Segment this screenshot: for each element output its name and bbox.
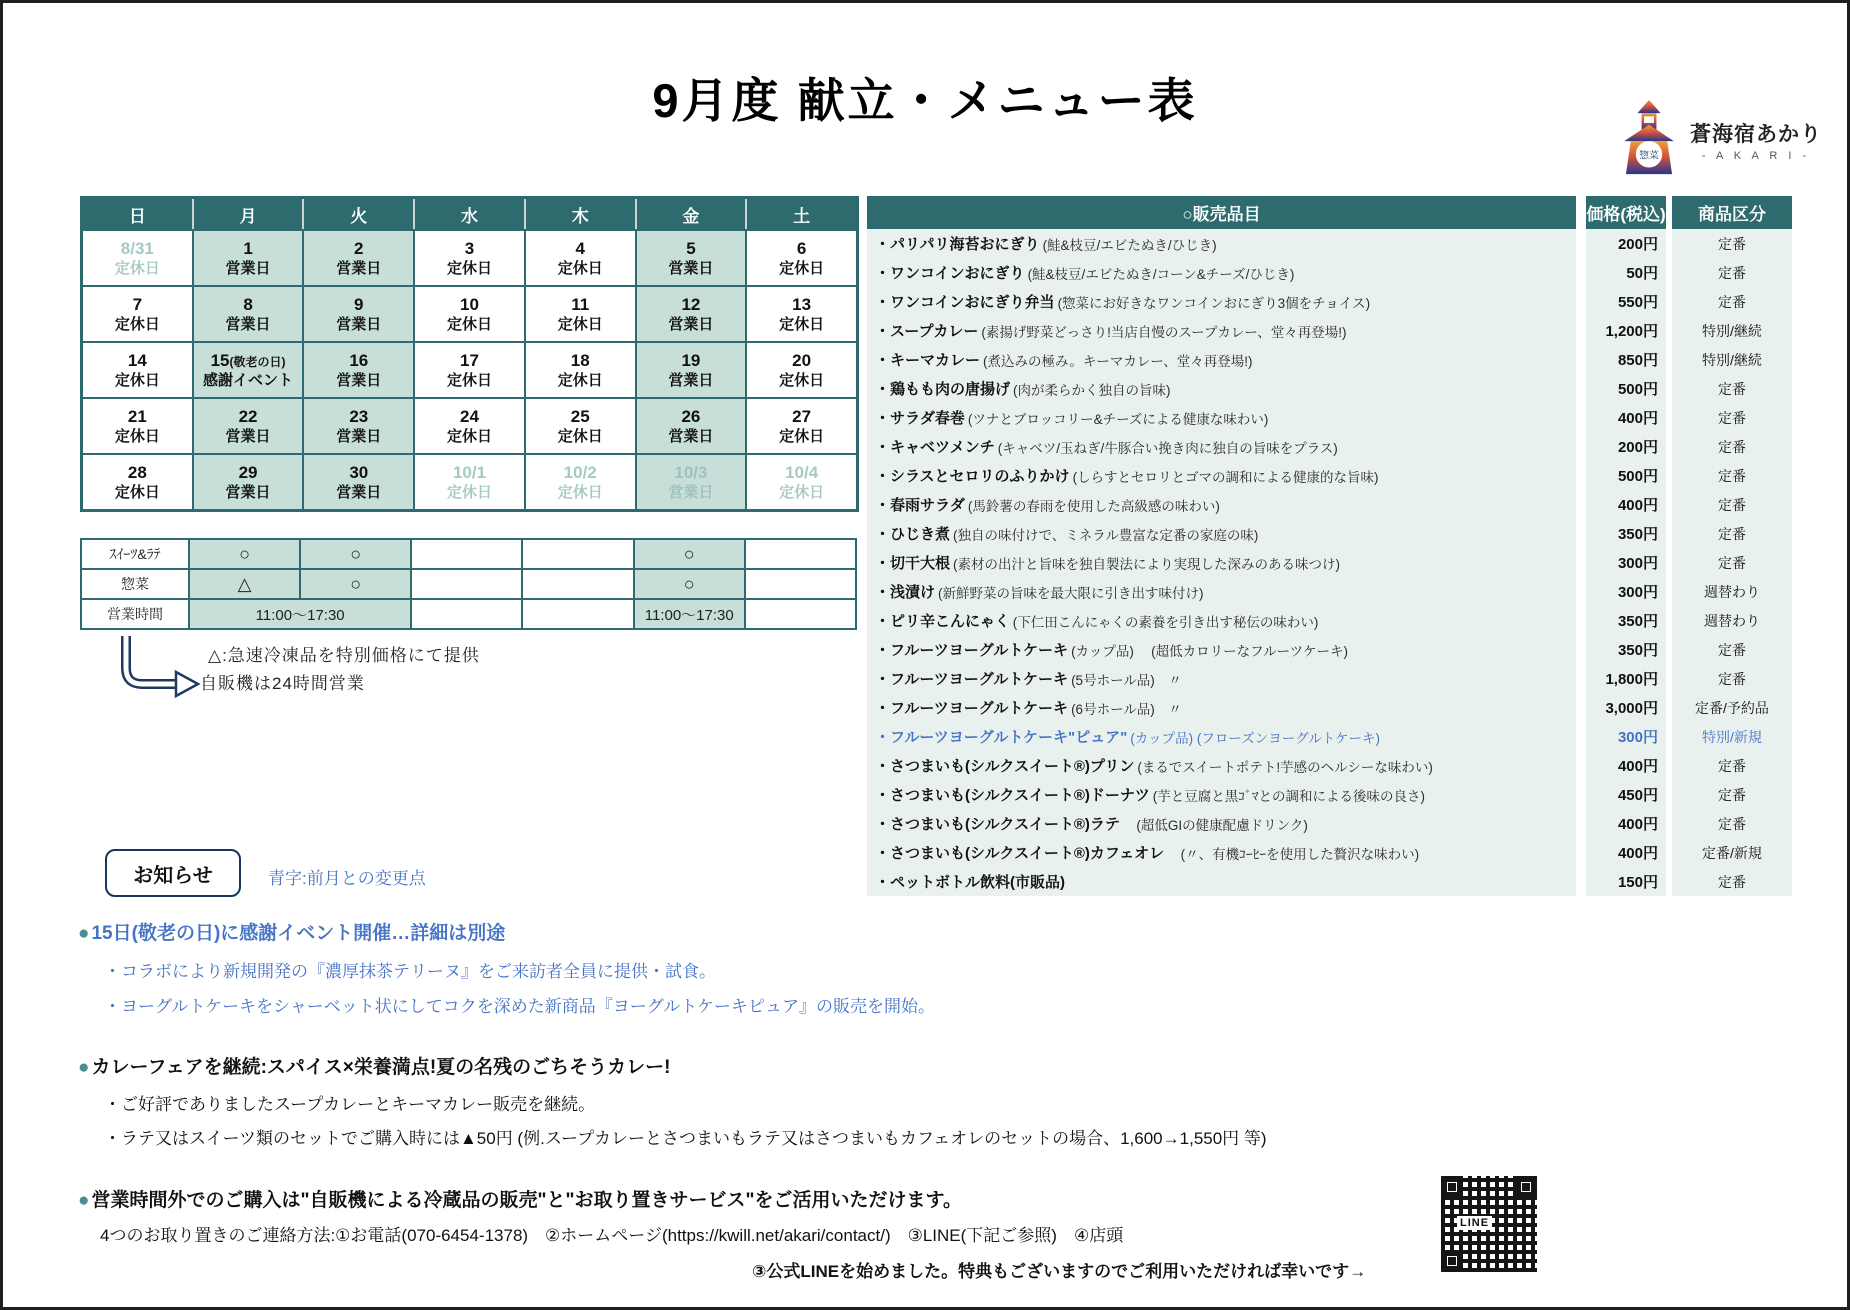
business-calendar <box>80 196 859 512</box>
calendar-date: 24 <box>460 407 479 426</box>
subtable-cell: ○ <box>190 540 299 568</box>
calendar-day-cell <box>415 287 524 341</box>
calendar-day-header: 金 <box>637 199 746 229</box>
calendar-date: 28 <box>127 463 147 482</box>
calendar-day-header: 火 <box>304 199 413 229</box>
calendar-status: 営業日 <box>668 428 714 445</box>
calendar-date: 16 <box>349 351 369 370</box>
product-category-cell: 定番 <box>1672 548 1792 577</box>
subtable-cell: △ <box>190 570 299 598</box>
calendar-date: 8/31 <box>120 239 154 258</box>
product-row <box>867 838 1792 867</box>
calendar-day-cell <box>194 399 303 453</box>
product-category-cell: 定番 <box>1672 519 1792 548</box>
calendar-date: 10/1 <box>452 463 487 482</box>
calendar-status: 定休日 <box>557 484 603 501</box>
product-name-cell: ・春雨サラダ (馬鈴薯の春雨を使用した高級感の味わい) <box>867 490 1576 519</box>
calendar-status: 営業日 <box>336 372 382 389</box>
product-name-cell: ・シラスとセロリのふりかけ (しらすとセロリとゴマの調和による健康的な旨味) <box>867 461 1576 490</box>
calendar-day-cell <box>747 343 856 397</box>
product-category-cell: 定番/新規 <box>1672 838 1792 867</box>
subtable-cell <box>523 540 632 568</box>
line-announcement: ③公式LINEを始めました。特典もございますのでご利用いただければ幸いです→ <box>752 1262 1367 1281</box>
calendar-date: 9 <box>354 295 364 314</box>
product-price-cell: 300円 <box>1586 548 1666 577</box>
calendar-date: 10 <box>460 295 479 314</box>
calendar-day-cell <box>304 343 413 397</box>
product-name-cell: ・サラダ春巻 (ツナとブロッコリー&チーズによる健康な味わい) <box>867 403 1576 432</box>
product-table-body <box>867 229 1792 896</box>
product-price-cell: 400円 <box>1586 490 1666 519</box>
product-price-cell: 350円 <box>1586 635 1666 664</box>
calendar-date: 18 <box>570 351 590 370</box>
weekly-availability-table <box>80 538 857 630</box>
section-bullet-icon: ● <box>78 1057 90 1078</box>
calendar-date: 5 <box>686 239 696 258</box>
product-name-cell: ・パリパリ海苔おにぎり (鮭&枝豆/エビたぬき/ひじき) <box>867 229 1576 258</box>
line-qr-code <box>1441 1176 1537 1272</box>
calendar-date: 14 <box>127 351 147 370</box>
section-curry-title: ● カレーフェアを継続:スパイス×栄養満点!夏の名残のごちそうカレー! <box>78 1057 671 1078</box>
product-name-cell: ・切干大根 (素材の出汁と旨味を独自製法により実現した深みのある味つけ) <box>867 548 1576 577</box>
product-name-cell: ・鶏もも肉の唐揚げ (肉が柔らかく独自の旨味) <box>867 374 1576 403</box>
calendar-day-cell <box>747 455 856 509</box>
shop-name-jp: 蒼海宿あかり <box>1690 121 1822 146</box>
product-row <box>867 229 1792 258</box>
subtable-cell: ○ <box>301 570 410 598</box>
subtable-cell: 11:00〜17:30 <box>635 600 744 628</box>
calendar-day-cell <box>194 455 303 509</box>
calendar-day-cell <box>637 287 746 341</box>
product-name-cell: ・フルーツヨーグルトケーキ (5号ホール品) 〃 <box>867 664 1576 693</box>
qr-line-label: LINE <box>1457 1216 1492 1230</box>
product-category-cell: 定番 <box>1672 461 1792 490</box>
calendar-date: 11 <box>571 295 590 314</box>
calendar-date: 27 <box>792 407 812 426</box>
product-row <box>867 432 1792 461</box>
product-row <box>867 751 1792 780</box>
product-category-cell: 定番 <box>1672 490 1792 519</box>
subtable-cell <box>523 570 632 598</box>
calendar-day-cell <box>637 231 746 285</box>
product-name-cell: ・フルーツヨーグルトケーキ"ピュア" (カップ品) (フローズンヨーグルトケーキ) <box>867 722 1576 751</box>
product-name-cell: ・浅漬け (新鮮野菜の旨味を最大限に引き出す味付け) <box>867 577 1576 606</box>
calendar-status: 定休日 <box>446 484 492 501</box>
calendar-status: 定休日 <box>446 260 492 277</box>
calendar-day-cell <box>304 399 413 453</box>
calendar-date: 4 <box>575 239 585 258</box>
product-header-category: 商品区分 <box>1672 196 1792 229</box>
calendar-date: 6 <box>796 239 807 258</box>
calendar-status: 定休日 <box>114 372 160 389</box>
product-price-cell: 400円 <box>1586 838 1666 867</box>
calendar-day-cell <box>637 455 746 509</box>
product-row <box>867 722 1792 751</box>
product-name-cell: ・ワンコインおにぎり弁当 (惣菜にお好きなワンコインおにぎり3個をチョイス) <box>867 287 1576 316</box>
calendar-status: 営業日 <box>668 484 714 501</box>
calendar-day-cell <box>83 231 192 285</box>
product-row <box>867 635 1792 664</box>
logo-badge-text: 惣菜 <box>1639 150 1659 162</box>
product-category-cell: 定番 <box>1672 229 1792 258</box>
calendar-status: 定休日 <box>779 316 825 333</box>
product-row <box>867 316 1792 345</box>
product-name-cell: ・さつまいも(シルクスイート®)ラテ (超低GIの健康配慮ドリンク) <box>867 809 1576 838</box>
product-category-cell: 週替わり <box>1672 606 1792 635</box>
calendar-date: 10/4 <box>785 463 819 482</box>
calendar-date: 29 <box>238 463 258 482</box>
product-row <box>867 345 1792 374</box>
product-price-cell: 1,200円 <box>1586 316 1666 345</box>
calendar-date: 25 <box>570 407 590 426</box>
calendar-day-header: 水 <box>415 199 524 229</box>
product-row <box>867 809 1792 838</box>
product-name-cell: ・ペットボトル飲料(市販品) <box>867 867 1576 896</box>
calendar-date: 26 <box>681 407 701 426</box>
calendar-date: 17 <box>460 351 479 370</box>
product-header-price: 価格(税込) <box>1586 196 1666 229</box>
product-price-cell: 450円 <box>1586 780 1666 809</box>
calendar-status: 営業日 <box>225 428 271 445</box>
product-name-cell: ・キーマカレー (煮込みの極み。キーマカレー、堂々再登場!) <box>867 345 1576 374</box>
product-header-items: ○販売品目 <box>867 196 1576 229</box>
product-price-cell: 50円 <box>1586 258 1666 287</box>
vending-machine-note: 自販機は24時間営業 <box>200 674 365 693</box>
section-bullet-icon: ● <box>78 1190 90 1211</box>
calendar-date: 22 <box>238 407 258 426</box>
calendar-date: 15(敬老の日) <box>210 351 286 370</box>
product-table-header <box>867 196 1792 229</box>
shop-logo-text <box>1690 118 1822 162</box>
calendar-status: 営業日 <box>336 428 382 445</box>
calendar-date: 21 <box>127 407 147 426</box>
calendar-status: 定休日 <box>446 372 492 389</box>
product-name-cell: ・さつまいも(シルクスイート®)カフェオレ (〃、有機ｺｰﾋｰを使用した贅沢な味わい) <box>867 838 1576 867</box>
product-price-cell: 500円 <box>1586 374 1666 403</box>
product-row <box>867 867 1792 896</box>
product-price-cell: 400円 <box>1586 809 1666 838</box>
qr-finder-icon <box>1515 1176 1537 1198</box>
calendar-date: 7 <box>132 295 143 314</box>
subtable-cell <box>746 600 855 628</box>
section-event-bullet: ・ヨーグルトケーキをシャーベット状にしてコクを深めた新商品『ヨーグルトケーキピュア』の販売を開始。 <box>104 997 935 1016</box>
product-price-cell: 300円 <box>1586 722 1666 751</box>
product-row <box>867 780 1792 809</box>
product-name-cell: ・ひじき煮 (独自の味付けで、ミネラル豊富な定番の家庭の味) <box>867 519 1576 548</box>
calendar-date: 3 <box>464 239 475 258</box>
calendar-day-cell <box>526 343 635 397</box>
calendar-status: 定休日 <box>779 428 825 445</box>
calendar-status: 定休日 <box>114 260 160 277</box>
product-category-cell: 特別/新規 <box>1672 722 1792 751</box>
calendar-date: 1 <box>243 239 253 258</box>
calendar-day-cell <box>526 287 635 341</box>
calendar-day-cell <box>526 399 635 453</box>
product-category-cell: 定番 <box>1672 374 1792 403</box>
frozen-item-note: △:急速冷凍品を特別価格にて提供 <box>208 646 480 665</box>
product-name-cell: ・さつまいも(シルクスイート®)プリン (まるでスイートポテト!芋感のヘルシーな味わい) <box>867 751 1576 780</box>
product-price-cell: 200円 <box>1586 432 1666 461</box>
calendar-date: 20 <box>792 351 812 370</box>
product-row <box>867 287 1792 316</box>
calendar-date: 8 <box>243 295 253 314</box>
calendar-day-header: 木 <box>526 199 635 229</box>
product-row <box>867 374 1792 403</box>
product-category-cell: 定番 <box>1672 258 1792 287</box>
calendar-day-cell <box>304 455 413 509</box>
calendar-date: 10/3 <box>674 463 708 482</box>
shop-logo <box>1616 98 1822 181</box>
calendar-status: 定休日 <box>446 428 492 445</box>
calendar-day-cell <box>415 455 524 509</box>
subtable-cell <box>412 570 521 598</box>
calendar-status: 営業日 <box>225 260 271 277</box>
product-row <box>867 693 1792 722</box>
calendar-day-cell <box>526 455 635 509</box>
calendar-status: 営業日 <box>225 484 271 501</box>
product-price-cell: 200円 <box>1586 229 1666 258</box>
section-curry-bullet: ・ご好評でありましたスープカレーとキーマカレー販売を継続。 <box>104 1095 596 1114</box>
calendar-day-cell <box>83 399 192 453</box>
subtable-cell: ○ <box>635 570 744 598</box>
product-row <box>867 548 1792 577</box>
subtable-cell <box>412 600 521 628</box>
product-price-cell: 150円 <box>1586 867 1666 896</box>
product-category-cell: 定番 <box>1672 809 1792 838</box>
product-category-cell: 特別/継続 <box>1672 316 1792 345</box>
product-name-cell: ・フルーツヨーグルトケーキ (カップ品) (超低カロリーなフルーツケーキ) <box>867 635 1576 664</box>
calendar-date: 12 <box>681 295 701 314</box>
calendar-status: 営業日 <box>336 260 382 277</box>
calendar-day-cell <box>304 231 413 285</box>
subtable-cell: 11:00〜17:30 <box>190 600 410 628</box>
calendar-day-cell <box>637 399 746 453</box>
notice-box: お知らせ <box>105 849 241 897</box>
product-name-cell: ・スープカレー (素揚げ野菜どっさり!当店自慢のスープカレー、堂々再登場!) <box>867 316 1576 345</box>
shop-logo-icon <box>1616 98 1682 181</box>
calendar-day-cell <box>415 343 524 397</box>
product-row <box>867 519 1792 548</box>
subtable-cell: ○ <box>635 540 744 568</box>
product-row <box>867 461 1792 490</box>
calendar-status: 定休日 <box>779 484 825 501</box>
product-price-cell: 850円 <box>1586 345 1666 374</box>
subtable-cell <box>523 600 632 628</box>
product-row <box>867 490 1792 519</box>
product-row <box>867 403 1792 432</box>
product-category-cell: 週替わり <box>1672 577 1792 606</box>
calendar-day-cell <box>194 231 303 285</box>
vending-arrow-icon <box>112 636 212 707</box>
product-category-cell: 定番 <box>1672 664 1792 693</box>
subtable-cell <box>746 570 855 598</box>
calendar-status: 定休日 <box>557 316 603 333</box>
product-category-cell: 定番 <box>1672 403 1792 432</box>
product-price-cell: 1,800円 <box>1586 664 1666 693</box>
calendar-status: 営業日 <box>336 484 382 501</box>
calendar-status: 営業日 <box>225 316 271 333</box>
subtable-row-label: ｽｲｰﾂ&ﾗﾃ <box>82 540 188 568</box>
product-category-cell: 定番 <box>1672 867 1792 896</box>
product-price-cell: 350円 <box>1586 606 1666 635</box>
product-category-cell: 定番 <box>1672 751 1792 780</box>
product-row <box>867 258 1792 287</box>
page-title: 9月度 献立・メニュー表 <box>652 74 1198 127</box>
product-category-cell: 定番 <box>1672 635 1792 664</box>
product-category-cell: 定番 <box>1672 432 1792 461</box>
calendar-day-cell <box>83 287 192 341</box>
calendar-date: 23 <box>349 407 369 426</box>
qr-finder-icon <box>1441 1176 1463 1198</box>
calendar-date: 19 <box>681 351 701 370</box>
subtable-cell <box>746 540 855 568</box>
blue-text-legend: 青字:前月との変更点 <box>268 869 426 888</box>
product-price-cell: 350円 <box>1586 519 1666 548</box>
product-price-cell: 400円 <box>1586 403 1666 432</box>
calendar-day-cell <box>194 343 303 397</box>
calendar-day-header: 土 <box>747 199 856 229</box>
product-category-cell: 定番/予約品 <box>1672 693 1792 722</box>
calendar-status: 感謝イベント <box>203 372 294 389</box>
product-table <box>867 196 1792 896</box>
calendar-day-cell <box>304 287 413 341</box>
section-afterhours-bullet: 4つのお取り置きのご連絡方法:①お電話(070-6454-1378) ②ホームページ(https://kwill.net/akari/contact/) ③LINE(下記ご参照) ④店頭 <box>100 1226 1124 1245</box>
calendar-date: 2 <box>354 239 364 258</box>
section-event-title: ● 15日(敬老の日)に感謝イベント開催…詳細は別途 <box>78 923 506 944</box>
calendar-day-header: 月 <box>194 199 303 229</box>
product-category-cell: 定番 <box>1672 287 1792 316</box>
calendar-status: 定休日 <box>114 428 160 445</box>
subtable-row-label: 惣菜 <box>82 570 188 598</box>
product-name-cell: ・フルーツヨーグルトケーキ (6号ホール品) 〃 <box>867 693 1576 722</box>
subtable-cell: ○ <box>301 540 410 568</box>
product-price-cell: 3,000円 <box>1586 693 1666 722</box>
qr-finder-icon <box>1441 1250 1463 1272</box>
calendar-date: 13 <box>792 295 812 314</box>
calendar-status: 定休日 <box>779 260 825 277</box>
calendar-status: 定休日 <box>557 260 603 277</box>
calendar-status: 定休日 <box>114 484 160 501</box>
product-row <box>867 664 1792 693</box>
product-name-cell: ・ピリ辛こんにゃく (下仁田こんにゃくの素養を引き出す秘伝の味わい) <box>867 606 1576 635</box>
calendar-status: 営業日 <box>336 316 382 333</box>
calendar-day-cell <box>415 399 524 453</box>
product-price-cell: 400円 <box>1586 751 1666 780</box>
calendar-day-cell <box>194 287 303 341</box>
product-price-cell: 300円 <box>1586 577 1666 606</box>
calendar-status: 営業日 <box>668 372 714 389</box>
calendar-status: 定休日 <box>114 316 160 333</box>
calendar-date: 30 <box>349 463 369 482</box>
calendar-day-cell <box>747 399 856 453</box>
calendar-status: 営業日 <box>668 316 714 333</box>
section-afterhours-title: ● 営業時間外でのご購入は"自販機による冷蔵品の販売"と"お取り置きサービス"をご活用いただけます。 <box>78 1190 963 1211</box>
section-event-bullet: ・コラボにより新規開発の『濃厚抹茶テリーヌ』をご来訪者全員に提供・試食。 <box>104 962 716 981</box>
calendar-day-cell <box>83 343 192 397</box>
calendar-status: 定休日 <box>557 372 603 389</box>
subtable-cell <box>412 540 521 568</box>
calendar-date: 10/2 <box>563 463 597 482</box>
calendar-status: 営業日 <box>668 260 714 277</box>
section-curry-bullet: ・ラテ又はスイーツ類のセットでご購入時には▲50円 (例.スープカレーとさつまいもラテ又はさつまいもカフェオレのセットの場合、1,600→1,550円 等) <box>104 1129 1267 1148</box>
calendar-day-cell <box>415 231 524 285</box>
product-name-cell: ・ワンコインおにぎり (鮭&枝豆/エビたぬき/コーン&チーズ/ひじき) <box>867 258 1576 287</box>
calendar-day-header: 日 <box>83 199 192 229</box>
calendar-status: 定休日 <box>446 316 492 333</box>
product-name-cell: ・さつまいも(シルクスイート®)ドーナツ (芋と豆腐と黒ｺﾞﾏとの調和による後味の良さ) <box>867 780 1576 809</box>
calendar-day-cell <box>747 287 856 341</box>
section-bullet-icon: ● <box>78 923 90 944</box>
product-price-cell: 550円 <box>1586 287 1666 316</box>
product-category-cell: 特別/継続 <box>1672 345 1792 374</box>
product-name-cell: ・キャベツメンチ (キャベツ/玉ねぎ/牛豚合い挽き肉に独自の旨味をプラス) <box>867 432 1576 461</box>
subtable-row-label: 営業時間 <box>82 600 188 628</box>
product-row <box>867 606 1792 635</box>
calendar-day-cell <box>526 231 635 285</box>
calendar-day-cell <box>637 343 746 397</box>
calendar-day-cell <box>747 231 856 285</box>
shop-name-en: - A K A R I - <box>1701 149 1811 162</box>
product-price-cell: 500円 <box>1586 461 1666 490</box>
calendar-day-cell <box>83 455 192 509</box>
calendar-status: 定休日 <box>779 372 825 389</box>
calendar-status: 定休日 <box>557 428 603 445</box>
product-category-cell: 定番 <box>1672 780 1792 809</box>
product-row <box>867 577 1792 606</box>
